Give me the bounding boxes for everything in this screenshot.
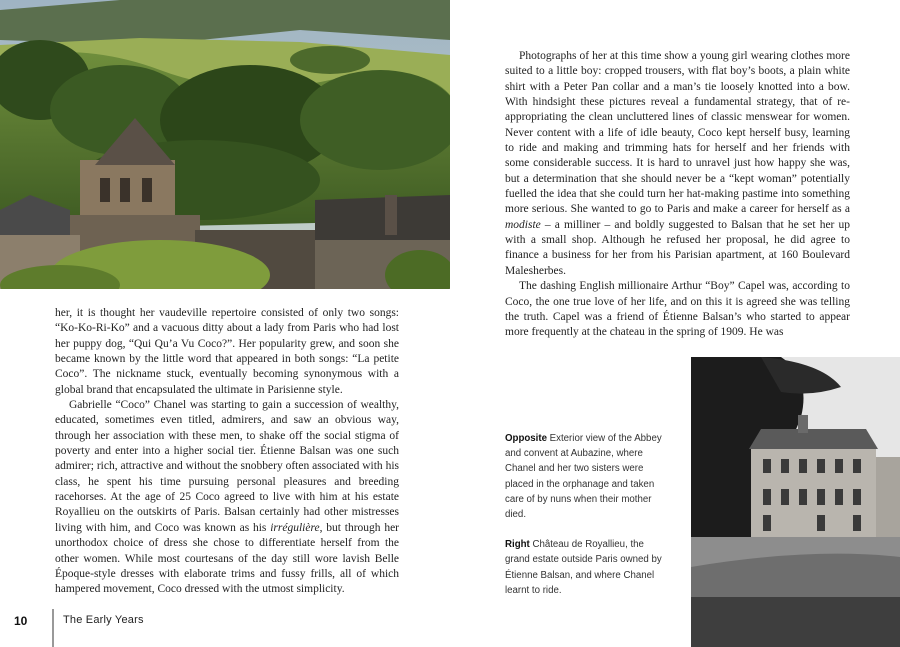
- caption-right: [505, 537, 665, 598]
- left-paragraph-2: [55, 398, 399, 597]
- section-title: The Early Years: [63, 614, 144, 626]
- footer-divider: [52, 609, 54, 647]
- page-number: 10: [14, 614, 28, 628]
- caption-opposite-text: Exterior view of the Abbey and convent at Aubazine, where Chanel and her two sisters were placed in the orphanage and taken care of by nuns when their mother died.: [505, 433, 662, 521]
- abbey-photo: [0, 0, 450, 289]
- abbey-landscape-image: [0, 0, 450, 289]
- left-text-column: [55, 306, 399, 598]
- right-text-column: [505, 49, 850, 341]
- photo-captions: [505, 431, 665, 613]
- caption-opposite-label: Opposite: [505, 433, 547, 444]
- right-paragraph-1-text-b: – a milliner – and boldly suggested to Balsan that he set her up with a small shop. Although he refused her proposal, he did agree to finance a business for her from his Parisian apartment, at 160 Boulevard Malesherbes.: [505, 218, 850, 277]
- page-footer: [0, 609, 300, 647]
- caption-right-label: Right: [505, 539, 530, 551]
- chateau-photo: [691, 357, 900, 647]
- right-paragraph-2: The dashing English millionaire Arthur “Boy” Capel was, according to Coco, the one true love of her life, and on this it is agreed she was telling the truth. Capel was a friend of Étienne Balsan’s who started to appear more frequently at the chateau in the spring of 1909. He was: [505, 280, 850, 339]
- left-paragraph-2-italic: irrégulière: [270, 521, 320, 534]
- caption-right-text: Château de Royallieu, the grand estate outside Paris owned by Étienne Balsan, and where Chanel learnt to ride.: [505, 539, 662, 596]
- left-paragraph-2-text-a: Gabrielle “Coco” Chanel was starting to gain a succession of wealthy, educated, sometimes even titled, admirers, and saw an obvious way, through her association with these men, to shake off the social stigma of poverty and enter into a higher social tier. Étienne Balsan was one such admirer; rich, attractive and without the snobbery often associated with his class, he spent his time pursuing personal pleasures and breeding racehorses. At the age of 25 Coco agreed to live with him at his estate Royallieu on the outskirts of Paris. Balsan certainly had other mistresses living with him, and Coco was known as his: [55, 399, 399, 534]
- left-paragraph-1: her, it is thought her vaudeville repertoire consisted of only two songs: “Ko-Ko-Ri-Ko” and a vacuous ditty about a lady from Paris who had lost her puppy dog, “Qui Qu’a Vu Coco?”. Her popularity grew, and soon she became known by the little word that appeared in both songs: “La petite Coco”. The nickname stuck, eventually becoming synonymous with a global brand that encapsulated the ultimate in Parisienne style.: [55, 307, 399, 396]
- right-paragraph-1-text-a: Photographs of her at this time show a young girl wearing clothes more suited to a little boy: cropped trousers, with flat boy’s boots, a plain white shirt with a Peter Pan collar and a man’s tie loosely knotted into a bow. With hindsight these pictures reveal a fundamental strategy, that of re-appropriating the clean uncluttered lines of classic menswear for women. Never content with a life of idle beauty, Coco kept herself busy, learning to ride and making and trimming hats for herself and her friends with some considerable success. It is hard to unravel just how happy she was, but a determination that she should never be a “kept woman” potentially fuelled the idea that she could turn her hat-making pastime into something more serious. She wanted to go to Paris and make a career for herself as a: [505, 50, 850, 216]
- left-paragraph-2-text-b: , but through her unorthodox choice of dress she chose to differentiate herself from the other women. While most courtesans of the day still wore lavish Belle Époque-style dresses with elaborate trims and fussy frills, all of which hampered movement, Coco dressed with the utmost simplicity.: [55, 521, 399, 596]
- chateau-image: [691, 357, 900, 647]
- right-paragraph-1-italic: modiste: [505, 218, 541, 231]
- caption-opposite: [505, 431, 665, 522]
- right-paragraph-1: [505, 49, 850, 279]
